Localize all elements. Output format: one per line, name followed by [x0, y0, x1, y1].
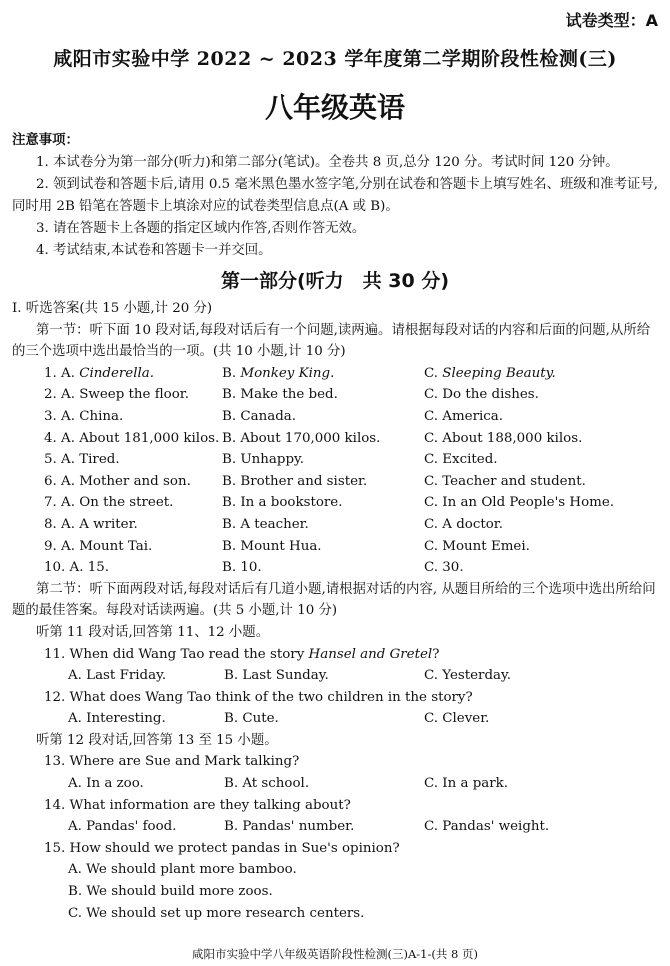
option-a: 4. A. About 181,000 kilos. [44, 430, 220, 446]
question-13-options [12, 773, 660, 795]
question-row-2 [12, 384, 660, 406]
option-a: A. Interesting. [68, 711, 166, 727]
question-row-10 [12, 557, 660, 579]
option-b: B. 10. [222, 560, 262, 576]
option-c: C. Mount Emei. [424, 538, 530, 554]
story-title: Hansel and Gretel [308, 646, 433, 662]
option-b: B. About 170,000 kilos. [222, 430, 381, 446]
question-row-8 [12, 514, 660, 536]
question-row-5 [12, 449, 660, 471]
note-item: 2. 领到试卷和答题卡后,请用 0.5 毫米黑色墨水签字笔,分别在试卷和答题卡上填写姓名、班级和准考证号,同时用 2B 铅笔在答题卡上填涂对应的试卷类型信息点(A 或 B)。 [12, 177, 659, 214]
option-c: C. Pandas' weight. [424, 819, 550, 835]
page-title: 八年级英语 [264, 91, 405, 124]
option-c: C. We should set up more research centers. [68, 905, 365, 921]
question-15: 15. How should we protect pandas in Sue's opinion? [44, 840, 400, 856]
dialog-12-instruction: 听第 12 段对话,回答第 13 至 15 小题。 [36, 732, 278, 748]
option-c: C. Excited. [424, 452, 498, 468]
note-item: 4. 考试结束,本试卷和答题卡一并交回。 [36, 243, 272, 258]
option-a: A. Last Friday. [68, 668, 167, 684]
option-a: A. We should plant more bamboo. [68, 862, 297, 878]
option-c: C. About 188,000 kilos. [424, 430, 583, 446]
option-b: B. A teacher. [222, 516, 309, 532]
option-b: B. Cute. [224, 711, 279, 727]
option-c: C. Yesterday. [424, 668, 512, 684]
option-c: C. 30. [424, 560, 464, 576]
option-a: 2. A. Sweep the floor. [44, 387, 189, 403]
option-b-text: Monkey King. [240, 365, 335, 381]
dialog-11-instruction: 听第 11 段对话,回答第 11、12 小题。 [36, 624, 270, 640]
question-12: 12. What does Wang Tao think of the two children in the story? [44, 689, 473, 705]
option-a: 3. A. China. [44, 408, 124, 424]
option-a: 5. A. Tired. [44, 452, 120, 468]
page-footer: 咸阳市实验中学八年级英语阶段性检测(三)A-1-(共 8 页) [192, 947, 478, 961]
option-a: 8. A. A writer. [44, 516, 138, 532]
question-14-options [12, 816, 660, 838]
part1-title: 第一部分(听力 共 30 分) [220, 270, 450, 292]
note-item: 1. 本试卷分为第一部分(听力)和第二部分(笔试)。全卷共 8 页,总分 120 分。考试时间 120 分钟。 [36, 155, 619, 170]
option-a-letter: 1. A. [44, 365, 75, 381]
notes-block [12, 130, 660, 262]
question-row-6 [12, 471, 660, 493]
option-c: C. In an Old People's Home. [424, 495, 615, 511]
option-c: C. America. [424, 408, 503, 424]
exam-type-label: 试卷类型：A [565, 11, 658, 30]
question-11-mark: ? [432, 646, 440, 662]
option-a-text: Cinderella. [79, 365, 155, 381]
section1-content [12, 298, 660, 924]
option-c: C. Teacher and student. [424, 473, 586, 489]
option-c [424, 363, 556, 385]
option-c: C. In a park. [424, 776, 509, 792]
option-b: B. Canada. [222, 408, 297, 424]
option-a: 7. A. On the street. [44, 495, 174, 511]
question-11-options [12, 665, 660, 687]
option-b [222, 363, 334, 385]
sub2-instructions: 第二节：听下面两段对话,每段对话后有几道小题,请根据对话的内容, 从题目所给的三个选项中选出所给问题的最佳答案。每段对话读两遍。(共 5 小题,计 10 分) [12, 581, 656, 619]
option-c: C. A doctor. [424, 516, 503, 532]
question-11 [12, 644, 660, 666]
question-11-text: 11. When did Wang Tao read the story [44, 646, 309, 662]
question-row-9 [12, 536, 660, 558]
question-14: 14. What information are they talking about? [44, 797, 351, 813]
option-b: B. Pandas' number. [224, 819, 355, 835]
option-b: B. Unhappy. [222, 452, 305, 468]
option-a: 10. A. 15. [44, 560, 110, 576]
option-b: B. Last Sunday. [224, 668, 329, 684]
option-a: A. In a zoo. [68, 776, 144, 792]
option-c: C. Clever. [424, 711, 490, 727]
question-row-7 [12, 492, 660, 514]
option-b: B. At school. [224, 776, 310, 792]
option-b: B. In a bookstore. [222, 495, 343, 511]
section1-heading: Ⅰ. 听选答案(共 15 小题,计 20 分) [12, 301, 213, 316]
question-12-options [12, 708, 660, 730]
option-a: 9. A. Mount Tai. [44, 538, 153, 554]
option-a: 6. A. Mother and son. [44, 473, 191, 489]
option-b: B. Brother and sister. [222, 473, 368, 489]
option-b: B. Make the bed. [222, 387, 338, 403]
note-item: 3. 请在答题卡上各题的指定区域内作答,否则作答无效。 [36, 221, 366, 236]
school-title: 咸阳市实验中学 2022 ~ 2023 学年度第二学期阶段性检测(三) [53, 48, 617, 70]
question-13: 13. Where are Sue and Mark talking? [44, 754, 300, 770]
question-row-4 [12, 428, 660, 450]
option-b: B. We should build more zoos. [68, 884, 273, 900]
question-row-3 [12, 406, 660, 428]
option-c: C. Do the dishes. [424, 387, 539, 403]
notes-heading: 注意事项： [12, 133, 79, 148]
option-b-letter: B. [222, 365, 237, 381]
option-a: A. Pandas' food. [68, 819, 177, 835]
option-b: B. Mount Hua. [222, 538, 322, 554]
question-row-1 [12, 363, 660, 385]
option-a [44, 363, 154, 385]
option-c-text: Sleeping Beauty. [442, 365, 556, 381]
option-c-letter: C. [424, 365, 439, 381]
sub1-instructions: 第一节：听下面 10 段对话,每段对话后有一个问题,读两遍。请根据每段对话的内容和后面的问题,从所给的三个选项中选出最恰当的一项。(共 10 小题,计 10 分) [12, 322, 651, 360]
